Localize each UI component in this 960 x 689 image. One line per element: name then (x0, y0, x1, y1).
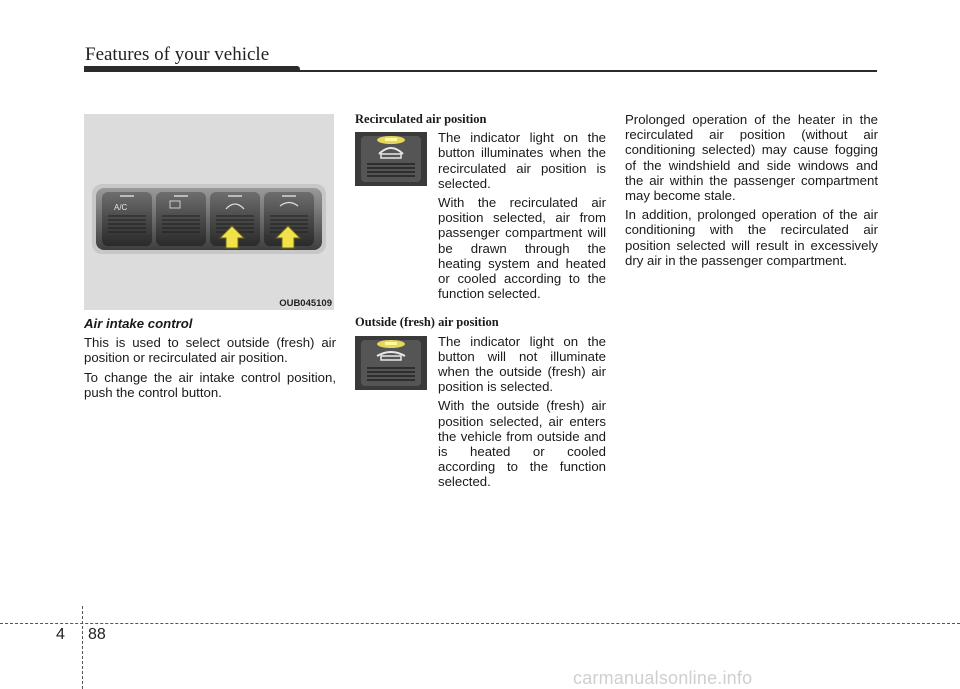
control-panel-photo (84, 114, 334, 310)
header-rule-thick (84, 66, 300, 72)
recirculated-indicator-icon (355, 132, 427, 186)
header-rule-thin (296, 70, 877, 72)
paragraph: This is used to select outside (fresh) air position or recirculated air position. (84, 335, 336, 366)
paragraph: With the recirculated air position selected, air from passenger compartment will be drawn through the heating system and heated or cooled according to the function selected. (438, 195, 606, 302)
watermark: carmanualsonline.info (573, 668, 753, 688)
paragraph: The indicator light on the button will not illuminate when the outside (fresh) air position is selected. (438, 333, 606, 395)
paragraph: With the outside (fresh) air position selected, air enters the vehicle from outside and is heated or cooled according to the function selected. (438, 398, 606, 490)
page-header-title: Features of your vehicle (85, 44, 270, 65)
footer-rule (0, 623, 960, 624)
recirculated-title: Recirculated air position (355, 112, 487, 126)
outside-air-item (355, 334, 606, 490)
chapter-number: 4 (56, 626, 65, 643)
page-number: 88 (88, 626, 106, 643)
photo-caption: OUB045109 (279, 298, 332, 309)
paragraph: Prolonged operation of the heater in the recirculated air position (without air conditioning selected) may cause fogging of the windshield and side windows and the air within the passenger compartment may become stale. (625, 112, 878, 204)
paragraph: The indicator light on the button illuminates when the recirculated air position is selected. (438, 130, 606, 191)
column-positions (355, 112, 606, 494)
outside-air-indicator-icon (355, 336, 427, 390)
recirculated-item (355, 130, 606, 301)
column-notes (625, 112, 878, 272)
paragraph: To change the air intake control position, push the control button. (84, 369, 336, 400)
paragraph: In addition, prolonged operation of the air conditioning with the recirculated air position selected will result in excessively dry air in the passenger compartment. (625, 207, 878, 268)
footer-divider (82, 606, 83, 689)
ac-button-label: A/C (114, 203, 128, 212)
outside-air-title: Outside (fresh) air position (355, 315, 499, 330)
column-air-intake (84, 316, 336, 404)
section-heading: Air intake control (84, 316, 193, 331)
